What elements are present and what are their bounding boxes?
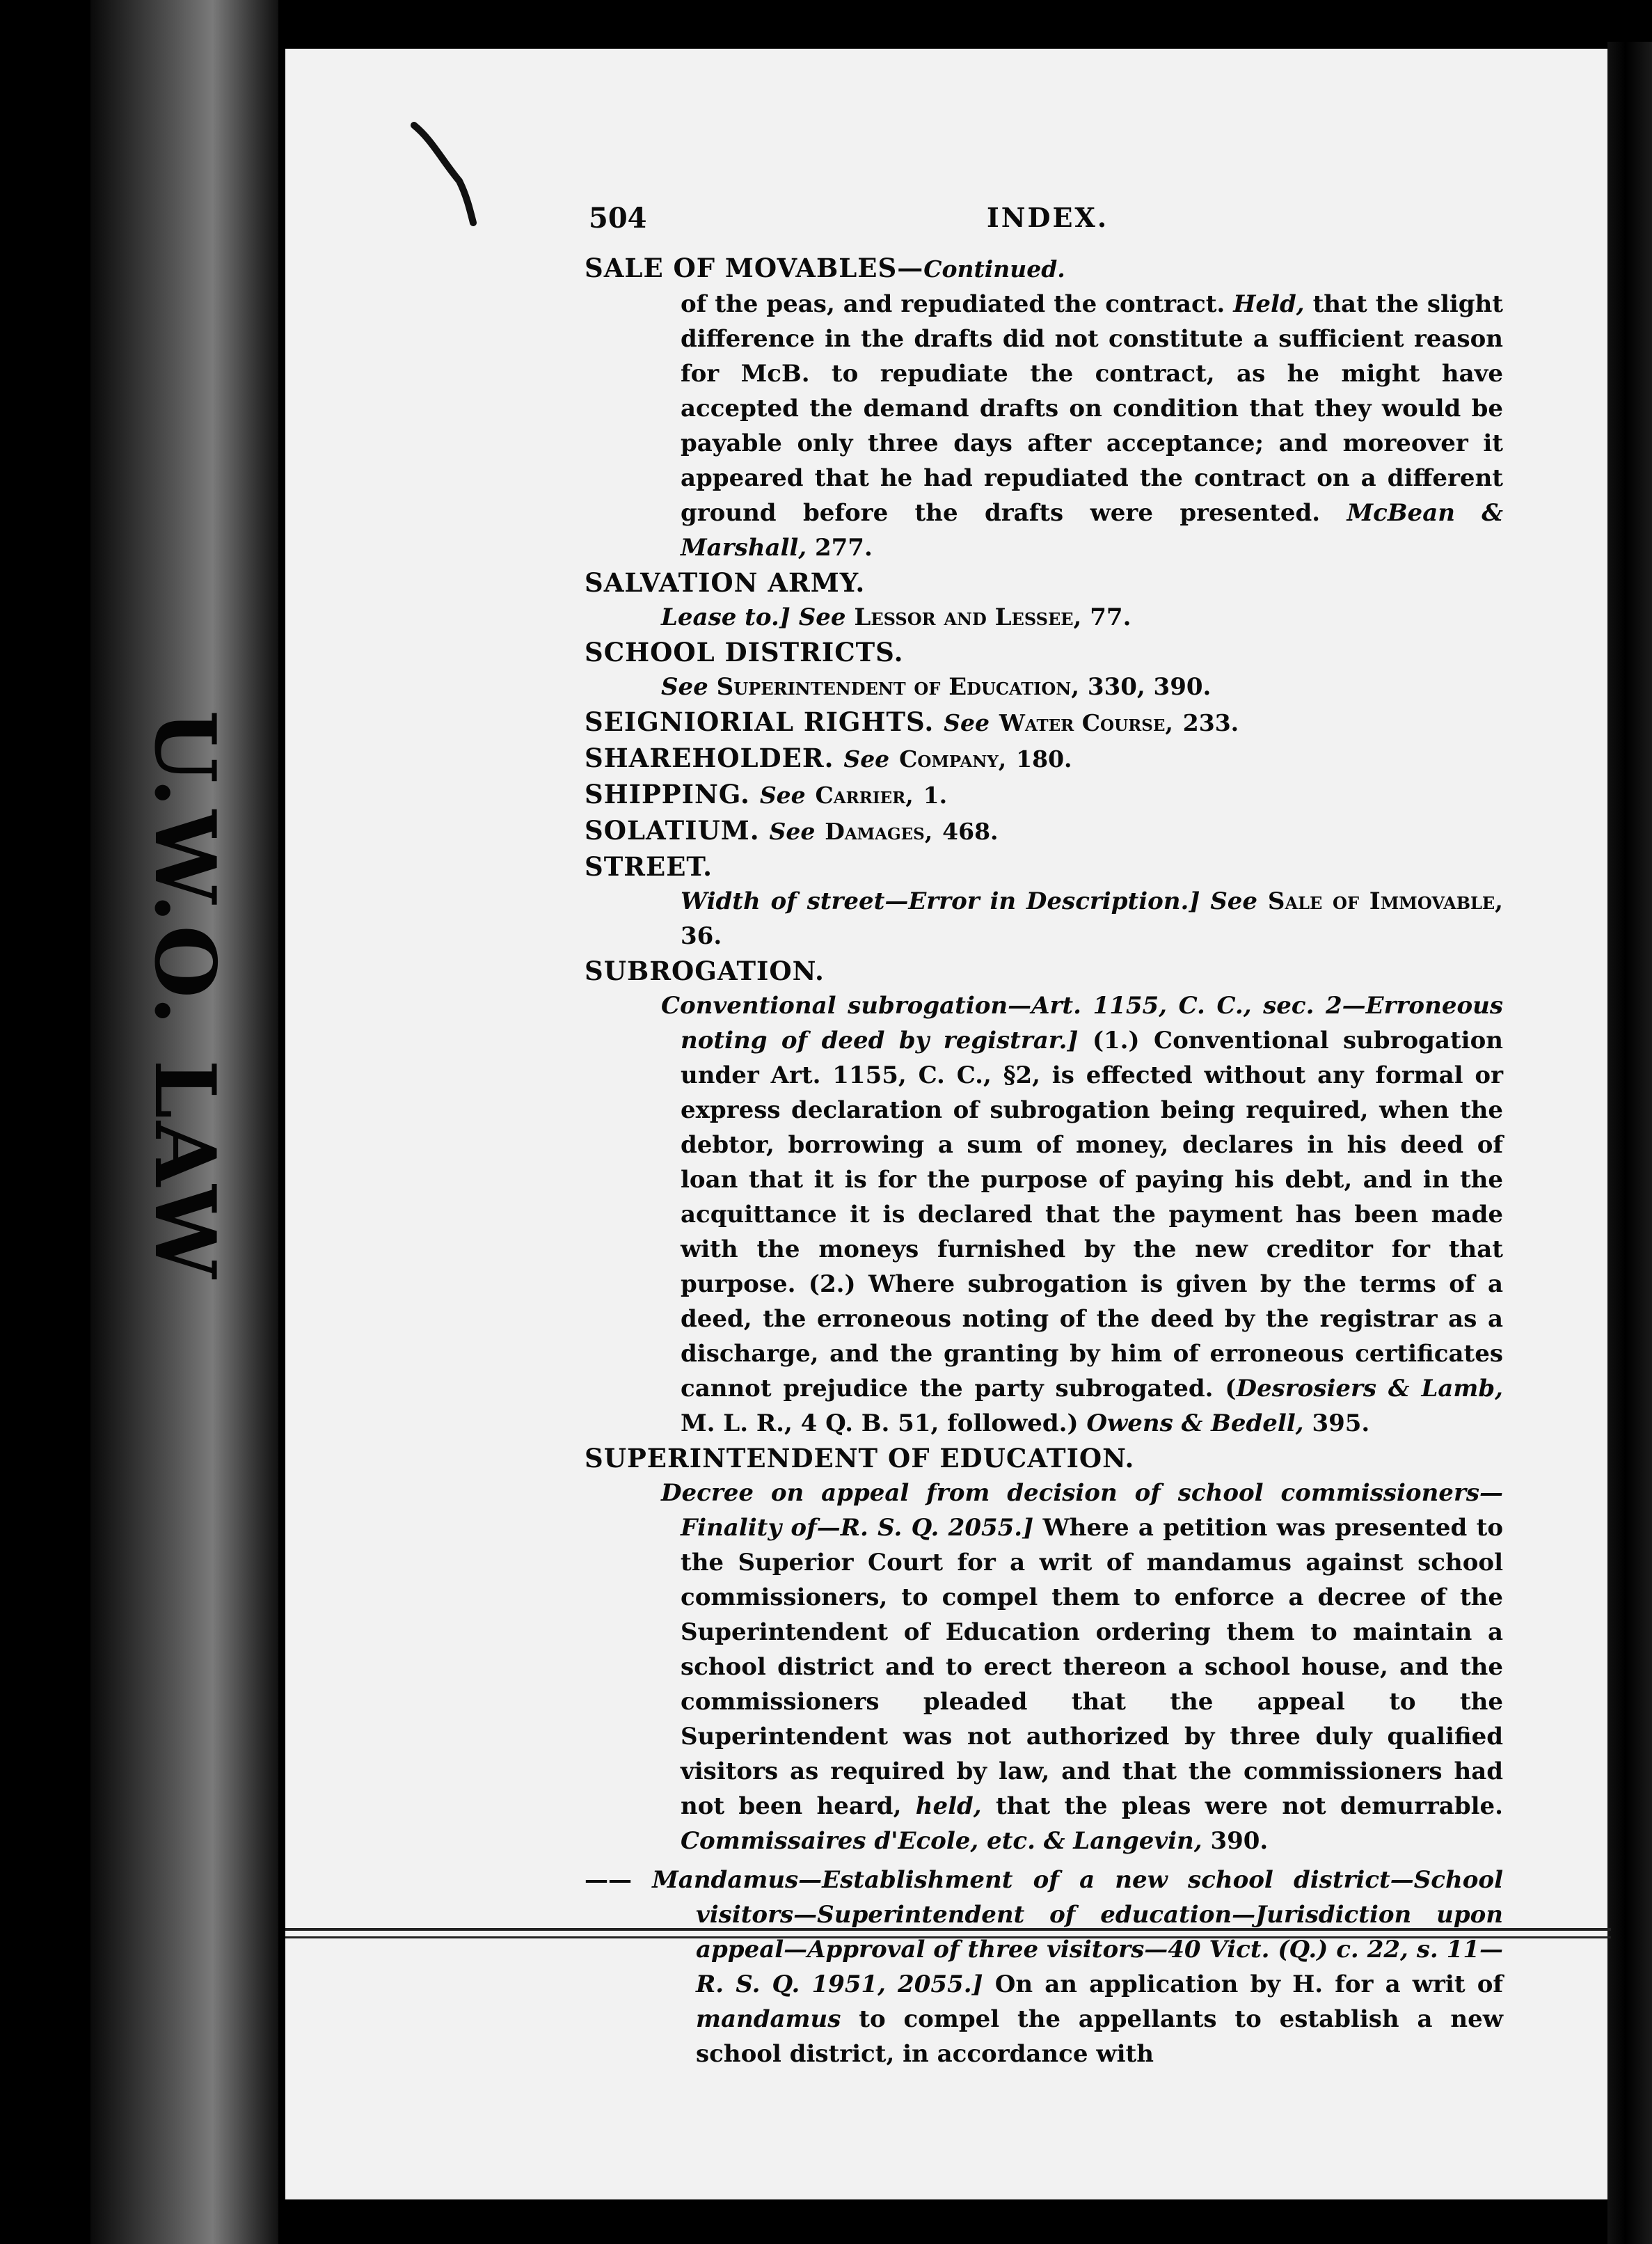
entry-text-a: of the peas, and repudiated the contract. [681,290,1225,318]
library-stamp-text: U.W.O. LAW [135,709,234,1281]
entry-salvation-army [585,565,1503,635]
running-head [585,202,1503,251]
entry-text-2 [585,1863,1503,2071]
cross-reference [585,884,1503,954]
entry-body: (1.) Conventional subrogation under Art. 1155, C. C., §2, is effected without any formal or express declaration of subrogation being required, when the debtor, borrowing a sum of money, declares in his deed of loan that it is for the purpose of paying his debt, and in the acquittance it is declared that the payment has been made with the moneys furnished by the new creditor for that purpose. (2.) Where subrogation is given by the terms of a deed, the erroneous noting of the deed by the registrar as a discharge, and the granting by him of erroneous certificates cannot prejudice the party subrogated. [681,1027,1503,1402]
page-ref: 36. [681,922,722,950]
heading-text: SALE OF MOVABLES— [585,253,924,283]
see-label: See [759,782,806,809]
heading-text: SHIPPING. [585,779,750,809]
see-label: See [843,745,890,773]
entry-superintendent-of-education [585,1441,1503,2071]
page-ref: 1. [923,782,948,809]
entry-body-b: that the pleas were not demurrable. [995,1792,1503,1820]
entry-subrogation [585,954,1503,1441]
see-label: See [944,709,990,736]
page-edge-shadow [1607,42,1652,2244]
see-label: See [798,603,846,631]
ref-title: Lessor and Lessee, [854,603,1082,631]
repeat-dash: —— [585,1866,632,1894]
heading-text: SEIGNIORIAL RIGHTS. [585,706,935,737]
entry-text [585,287,1503,565]
page-ref: 390. [1210,1827,1269,1855]
entry-sale-of-movables [585,251,1503,565]
entry-text-b: that the slight difference in the drafts did not constitute a sufficient reason for McB. to repudiate the contract, as he might have accepted the demand drafts on condition that they would be payable only three days after acceptance; and moreover it appeared that he had repudiated the contract on a different ground before the drafts were presented. [681,290,1503,527]
ref-title: Superintendent of Education, [716,673,1080,701]
page-ref: 395. [1312,1409,1370,1437]
mandamus-term: mandamus [696,2005,841,2033]
page-ref: 277. [814,534,873,562]
topic: Lease to.] [661,603,791,631]
pencil-mark-icon [411,118,487,237]
entry-street [585,849,1503,954]
ref-title: Carrier, [815,782,914,809]
citation-open: ( [1225,1375,1237,1402]
case-name: Commissaires d'Ecole, etc. & Langevin, [681,1827,1202,1855]
page-ref: 180. [1016,745,1072,773]
entry-school-districts [585,635,1503,704]
case-name: Owens & Bedell, [1086,1409,1304,1437]
citation-case: Desrosiers & Lamb, [1236,1375,1503,1402]
entry-body-a: Where a petition was presented to the Superior Court for a writ of mandamus against school commissioners, to compel them to enforce a decree of the Superintendent of Education ordering them to maintain a school district and to erect thereon a school house, and the commissioners pleaded that the appeal to the Superintendent was not authorized by three duly qualified visitors as required by law, and that the commissioners had not been heard, [681,1514,1503,1820]
entry-seigniorial-rights [585,704,1503,741]
index-page-text [585,202,1503,2071]
running-title: INDEX. [987,202,1109,233]
entry-body-b: to compel the appellants to establish a new school district, in accordance with [696,2005,1503,2068]
cross-reference [585,670,1503,704]
ref-title: Company, [899,745,1007,773]
library-stamp [132,709,237,1281]
entry-text [585,988,1503,1441]
heading-street: STREET. [585,851,713,882]
topic: Mandamus—Establishment of a new school district—School visitors—Superintendent of education—Jurisdiction upon appeal—Approval of three visitors—40 Vict. (Q.) c. 22, s. 11—R. S. Q. 1951, 2055.] [652,1866,1504,1998]
case-name: McBean & Marshall, [681,499,1504,562]
page-ref: 468. [942,818,999,845]
ref-title: Water Course, [999,709,1173,736]
entry-shipping [585,777,1503,813]
page-ref: 233. [1182,709,1239,736]
heading-text: SHAREHOLDER. [585,743,834,773]
entry-solatium [585,813,1503,849]
held-label: Held, [1233,290,1305,318]
heading-school-districts: SCHOOL DISTRICTS. [585,637,904,667]
entry-text [585,1476,1503,1858]
see-label: See [769,818,816,845]
cross-reference [585,600,1503,635]
heading-text: SOLATIUM. [585,815,760,846]
entry-shareholder [585,741,1503,777]
heading-sale-of-movables [585,251,1503,287]
heading-superintendent: SUPERINTENDENT OF EDUCATION. [585,1443,1135,1473]
continued-label: Continued. [923,255,1065,283]
ref-title: Sale of Immovable, [1267,887,1503,915]
topic: Decree on appeal from decision of school commissioners—Finality of—R. S. Q. 2055.] [661,1479,1503,1542]
topic: Conventional subrogation—Art. 1155, C. C., sec. 2—Erroneous noting of deed by registrar.] [661,992,1503,1054]
see-label: See [661,673,708,701]
entry-body-a: On an application by H. for a writ of [994,1970,1504,1998]
held-label: held, [915,1792,982,1820]
heading-subrogation: SUBROGATION. [585,956,825,986]
page-ref: 77. [1090,603,1131,631]
heading-salvation-army: SALVATION ARMY. [585,567,866,598]
topic: Width of street—Error in Description.] [681,887,1200,915]
ref-title: Damages, [825,818,933,845]
citation-rest: M. L. R., 4 Q. B. 51, followed.) [681,1409,1079,1437]
see-label: See [1210,887,1258,915]
page-ref: 330, 390. [1087,673,1212,701]
page-number: 504 [589,202,647,235]
